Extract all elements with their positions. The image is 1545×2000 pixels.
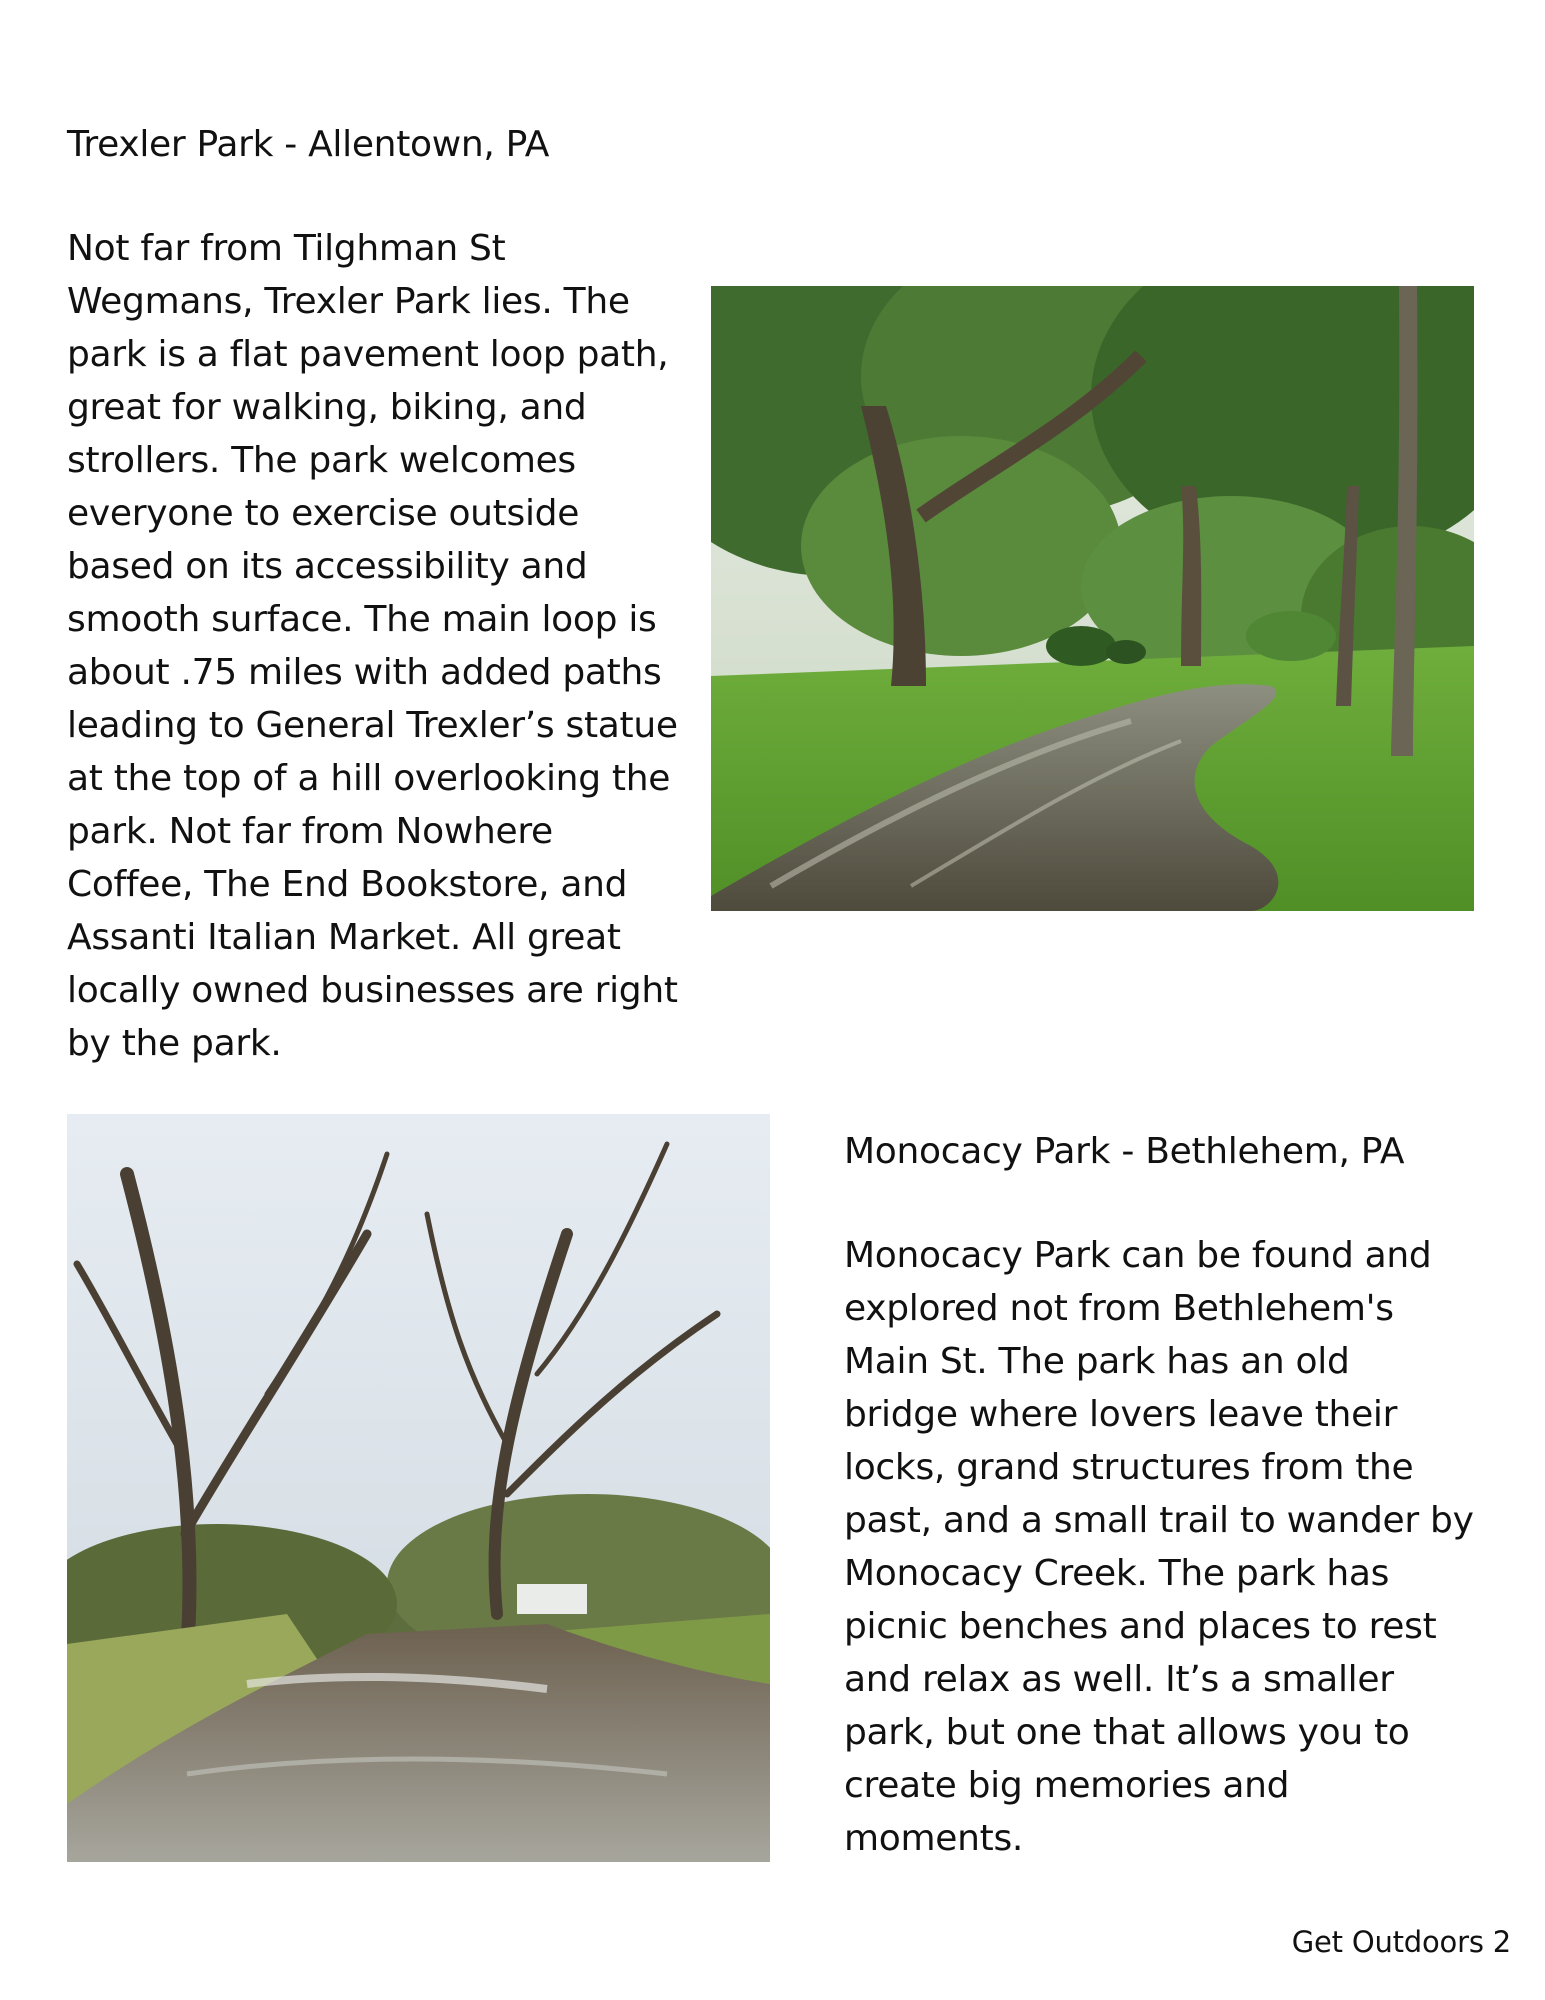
trexler-title: Trexler Park - Allentown, PA <box>67 124 550 165</box>
page-footer: Get Outdoors 2 <box>1291 1925 1511 1959</box>
trexler-body: Not far from Tilghman St Wegmans, Trexler Park lies. The park is a flat pavement loop path, great for walking, biking, and strollers. The park welcomes everyone to exercise outside based on its accessibility and smooth surface. The main loop is about .75 miles with added paths leading to General Trexler’s statue at the top of a hill overlooking the park. Not far from Nowhere Coffee, The End Bookstore, and Assanti Italian Market. All great locally owned businesses are right by the park. <box>67 228 678 1064</box>
monocacy-body: Monocacy Park can be found and explored not from Bethlehem's Main St. The park has an old bridge where lovers leave their locks, grand structures from the past, and a small trail to wander by Monocacy Creek. The park has picnic benches and places to rest and relax as well. It’s a smaller park, but one that allows you to create big memories and moments. <box>844 1235 1474 1859</box>
monocacy-park-photo <box>67 1114 770 1862</box>
trexler-park-photo <box>711 286 1474 911</box>
monocacy-title: Monocacy Park - Bethlehem, PA <box>844 1131 1405 1172</box>
